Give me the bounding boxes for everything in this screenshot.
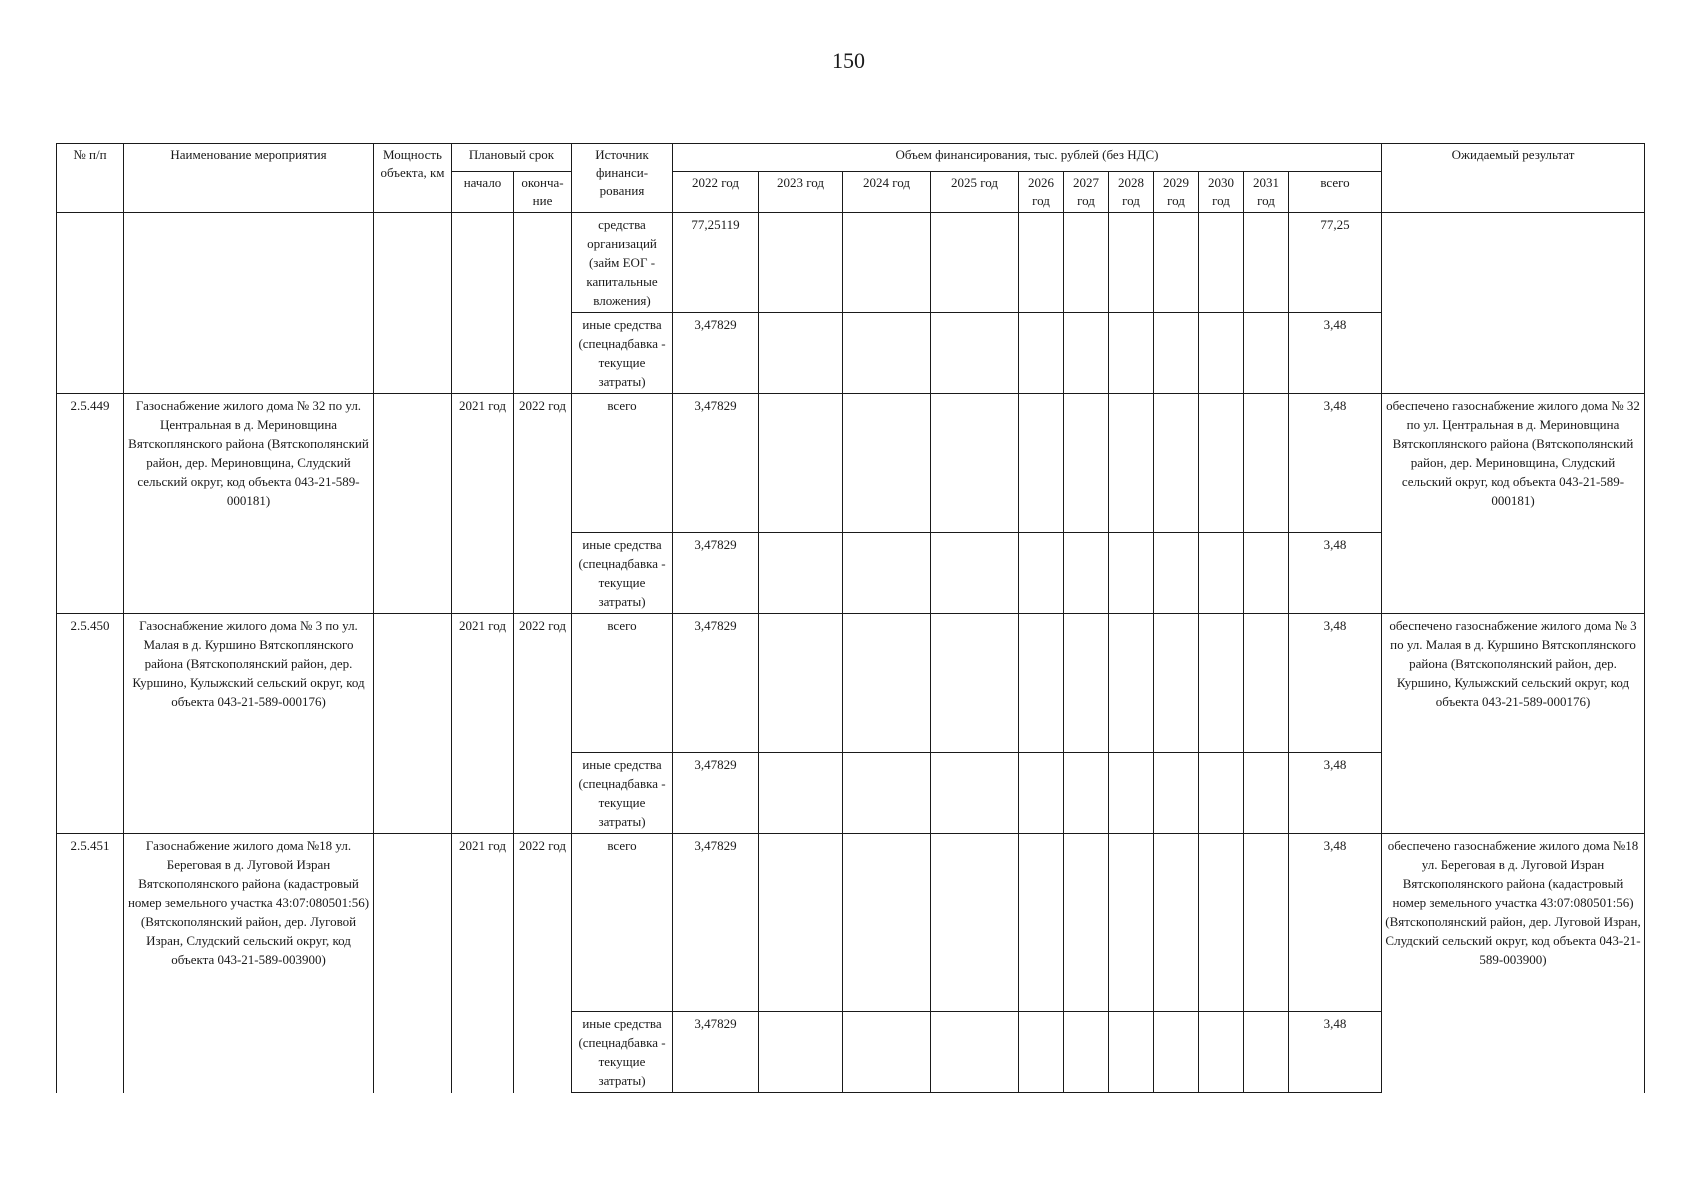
value-2022: 3,47829 bbox=[673, 533, 759, 614]
item-capacity bbox=[374, 834, 452, 1093]
header-year-2023: 2023 год bbox=[759, 172, 843, 213]
table-row bbox=[57, 834, 1645, 1012]
item-num: 2.5.449 bbox=[57, 394, 124, 614]
source-cell: иные средства (спецнадбавка - текущие затраты) bbox=[572, 313, 673, 394]
header-capacity: Мощность объекта, км bbox=[374, 144, 452, 213]
page-number: 150 bbox=[832, 48, 865, 73]
item-start: 2021 год bbox=[452, 394, 514, 614]
header-year-2028: 2028 год bbox=[1109, 172, 1154, 213]
item-start: 2021 год bbox=[452, 834, 514, 1093]
header-year-2031: 2031 год bbox=[1244, 172, 1289, 213]
item-num: 2.5.451 bbox=[57, 834, 124, 1093]
source-cell: всего bbox=[572, 394, 673, 533]
item-name: Газоснабжение жилого дома № 32 по ул. Центральная в д. Мериновщина Вятскоплянского района (Вятскополянский район, дер. Мериновщина, Слудский сельский округ, код объекта 043-21-589-000181) bbox=[124, 394, 374, 614]
item-name: Газоснабжение жилого дома №18 ул. Береговая в д. Луговой Изран Вятскополянского района (кадастровый номер земельного участка 43:07:080501:56) (Вятскополянский район, дер. Луговой Изран, Слудский сельский округ, код объекта 043-21-589-003900) bbox=[124, 834, 374, 1093]
header-term: Плановый срок bbox=[452, 144, 572, 172]
header-term-start: начало bbox=[452, 172, 514, 213]
item-capacity bbox=[374, 394, 452, 614]
table-row bbox=[57, 213, 1645, 313]
item-end: 2022 год bbox=[514, 614, 572, 834]
value-2022: 3,47829 bbox=[673, 313, 759, 394]
financing-table bbox=[56, 143, 1645, 1093]
header-year-2030: 2030 год bbox=[1199, 172, 1244, 213]
cont-result-cell bbox=[1382, 213, 1645, 394]
cont-name-cell bbox=[124, 213, 374, 394]
value-total: 77,25 bbox=[1289, 213, 1382, 313]
value-total: 3,48 bbox=[1289, 834, 1382, 1012]
header-row bbox=[57, 144, 1645, 172]
source-cell: иные средства (спецнадбавка - текущие затраты) bbox=[572, 1012, 673, 1093]
header-num: № п/п bbox=[57, 144, 124, 213]
item-end: 2022 год bbox=[514, 394, 572, 614]
item-end: 2022 год bbox=[514, 834, 572, 1093]
source-cell: иные средства (спецнадбавка - текущие затраты) bbox=[572, 753, 673, 834]
value-total: 3,48 bbox=[1289, 313, 1382, 394]
value-2022: 3,47829 bbox=[673, 753, 759, 834]
value-total: 3,48 bbox=[1289, 614, 1382, 753]
item-result: обеспечено газоснабжение жилого дома № 32 по ул. Центральная в д. Мериновщина Вятскоплянского района (Вятскополянский район, дер. Мериновщина, Слудский сельский округ, код объекта 043-21-589-000181) bbox=[1382, 394, 1645, 614]
value-2022: 3,47829 bbox=[673, 1012, 759, 1093]
value-2022: 3,47829 bbox=[673, 834, 759, 1012]
header-year-2029: 2029 год bbox=[1154, 172, 1199, 213]
source-cell: средства организаций (займ ЕОГ - капитальные вложения) bbox=[572, 213, 673, 313]
value-total: 3,48 bbox=[1289, 533, 1382, 614]
item-result: обеспечено газоснабжение жилого дома № 3 по ул. Малая в д. Куршино Вятскоплянского района (Вятскополянский район, дер. Куршино, Кулыжский сельский округ, код объекта 043-21-589-000176) bbox=[1382, 614, 1645, 834]
value-2022: 77,25119 bbox=[673, 213, 759, 313]
header-year-2025: 2025 год bbox=[931, 172, 1019, 213]
value-total: 3,48 bbox=[1289, 1012, 1382, 1093]
item-result: обеспечено газоснабжение жилого дома №18 ул. Береговая в д. Луговой Изран Вятскополянского района (кадастровый номер земельного участка 43:07:080501:56) (Вятскополянский район, дер. Луговой Изран, Слудский сельский округ, код объекта 043-21-589-003900) bbox=[1382, 834, 1645, 1093]
header-source: Источник финанси-рования bbox=[572, 144, 673, 213]
header-term-end: оконча-ние bbox=[514, 172, 572, 213]
item-start: 2021 год bbox=[452, 614, 514, 834]
table-row bbox=[57, 394, 1645, 533]
header-total: всего bbox=[1289, 172, 1382, 213]
header-name: Наименование мероприятия bbox=[124, 144, 374, 213]
item-capacity bbox=[374, 614, 452, 834]
header-year-2026: 2026 год bbox=[1019, 172, 1064, 213]
source-cell: всего bbox=[572, 614, 673, 753]
cont-capacity-cell bbox=[374, 213, 452, 394]
value-2022: 3,47829 bbox=[673, 394, 759, 533]
item-num: 2.5.450 bbox=[57, 614, 124, 834]
cont-end-cell bbox=[514, 213, 572, 394]
table-row bbox=[57, 614, 1645, 753]
cont-num-cell bbox=[57, 213, 124, 394]
header-volume: Объем финансирования, тыс. рублей (без НДС) bbox=[673, 144, 1382, 172]
header-result: Ожидаемый результат bbox=[1382, 144, 1645, 213]
value-2022: 3,47829 bbox=[673, 614, 759, 753]
cont-start-cell bbox=[452, 213, 514, 394]
header-year-2022: 2022 год bbox=[673, 172, 759, 213]
value-total: 3,48 bbox=[1289, 394, 1382, 533]
item-name: Газоснабжение жилого дома № 3 по ул. Малая в д. Куршино Вятскоплянского района (Вятскополянский район, дер. Куршино, Кулыжский сельский округ, код объекта 043-21-589-000176) bbox=[124, 614, 374, 834]
header-year-2024: 2024 год bbox=[843, 172, 931, 213]
header-year-2027: 2027 год bbox=[1064, 172, 1109, 213]
source-cell: иные средства (спецнадбавка - текущие затраты) bbox=[572, 533, 673, 614]
source-cell: всего bbox=[572, 834, 673, 1012]
value-total: 3,48 bbox=[1289, 753, 1382, 834]
